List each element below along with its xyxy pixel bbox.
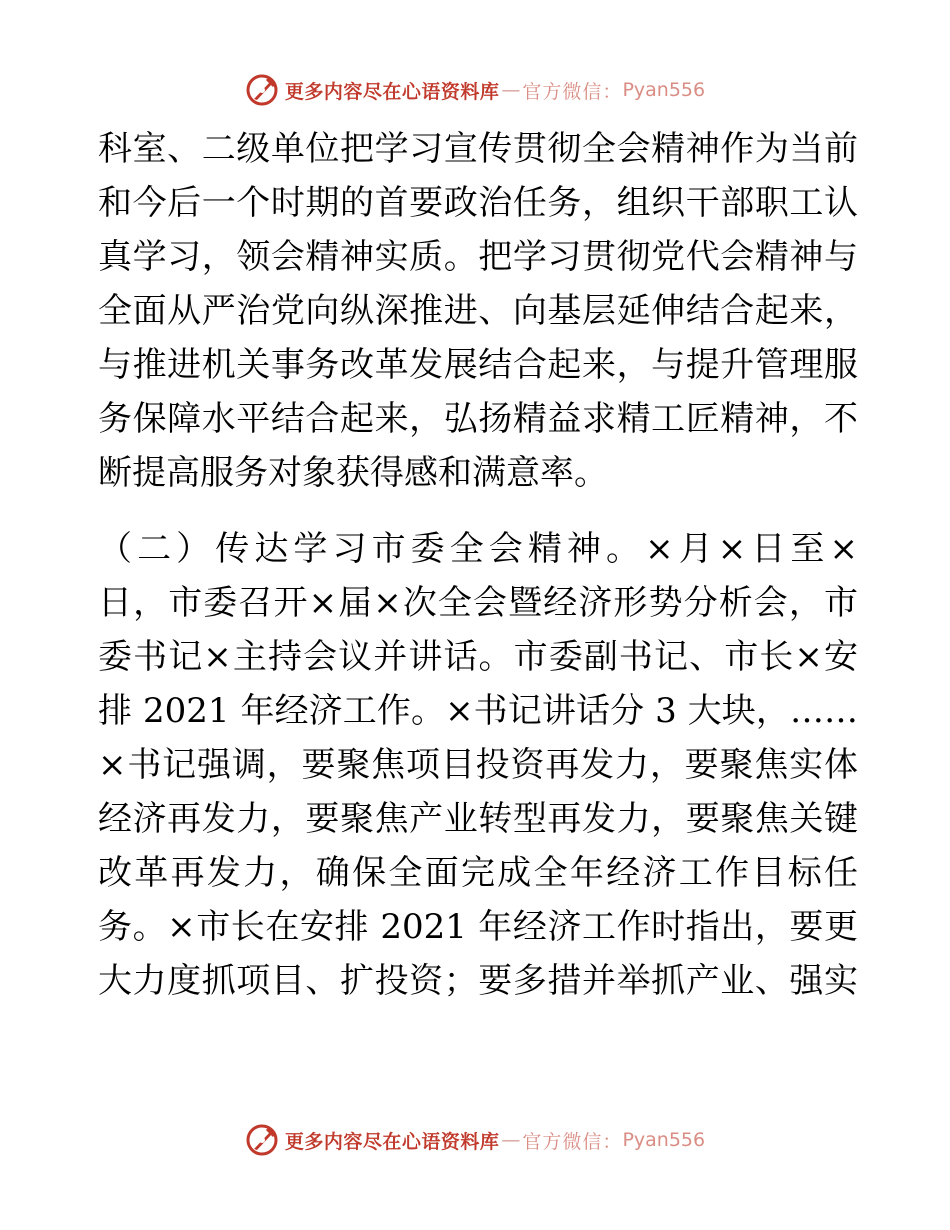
text-line: 全面从严治党向纵深推进、向基层延伸结合起来， — [98, 291, 858, 331]
text-line: 排 2021 年经济工作。×书记讲话分 3 大块，…… — [98, 691, 858, 731]
banner-dash: — — [501, 79, 521, 101]
section-heading-line: （二）传达学习市委全会精神。×月×日至× — [98, 529, 858, 569]
text-line: 真学习，领会精神实质。把学习贯彻党代会精神与 — [98, 237, 858, 277]
text-line: 改革再发力，确保全面完成全年经济工作目标任 — [98, 853, 858, 893]
text-line: 经济再发力，要聚焦产业转型再发力，要聚焦关键 — [98, 799, 858, 839]
text-line: 务。×市长在安排 2021 年经济工作时指出，要更 — [98, 907, 858, 947]
banner-dash: — — [501, 1129, 521, 1151]
header-banner — [0, 70, 950, 110]
quill-pen-logo-icon — [245, 73, 279, 107]
banner-text: 更多内容尽在心语资料库 — [284, 1130, 500, 1153]
text-line: 断提高服务对象获得感和满意率。 — [98, 453, 608, 493]
text-line: 务保障水平结合起来，弘扬精益求精工匠精神，不 — [98, 399, 858, 439]
banner-wechat-label: 官方微信： — [522, 80, 623, 103]
banner-text: 更多内容尽在心语资料库 — [284, 80, 500, 103]
document-body — [98, 122, 858, 1008]
footer-banner — [0, 1120, 950, 1160]
quill-pen-logo-icon — [245, 1123, 279, 1157]
text-line: ×书记强调，要聚焦项目投资再发力，要聚焦实体 — [98, 745, 858, 785]
banner-wechat-label: 官方微信： — [522, 1130, 623, 1153]
paragraph-1 — [98, 122, 858, 500]
text-line: 大力度抓项目、扩投资；要多措并举抓产业、强实 — [98, 961, 858, 1001]
text-line: 和今后一个时期的首要政治任务，组织干部职工认 — [98, 183, 858, 223]
text-line: 委书记×主持会议并讲话。市委副书记、市长×安 — [98, 637, 858, 677]
banner-wechat-id: Pyan556 — [622, 79, 706, 101]
text-line: 与推进机关事务改革发展结合起来，与提升管理服 — [98, 345, 858, 385]
paragraph-2 — [98, 522, 858, 1008]
text-line: 日，市委召开×届×次全会暨经济形势分析会，市 — [98, 583, 858, 623]
text-line: 科室、二级单位把学习宣传贯彻全会精神作为当前 — [98, 129, 858, 169]
banner-wechat-id: Pyan556 — [622, 1129, 706, 1151]
